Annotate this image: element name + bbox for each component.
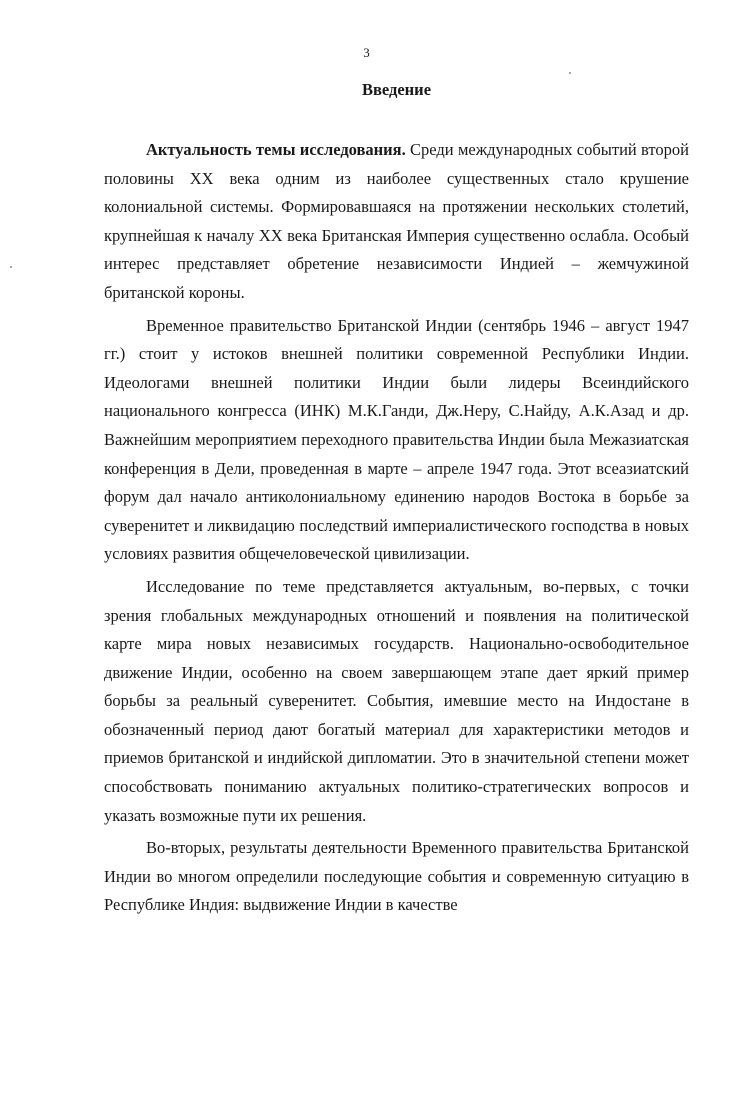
scan-speck (569, 72, 571, 74)
body-text (104, 136, 689, 924)
paragraph-relevance (104, 136, 689, 308)
page-number: 3 (363, 45, 370, 60)
paragraph-interim-government: Временное правительство Британской Индии (сентябрь 1946 – август 1947 гг.) стоит у истоков внешней политики современной Республики Индии. Идеологами внешней политики Индии были лидеры Всеиндийского национального конгресса (ИНК) М.К.Ганди, Дж.Неру, С.Найду, А.К.Азад и др. Важнейшим мероприятием переходного правительства Индии была Межазиатская конференция в Дели, проведенная в марте – апреле 1947 года. Этот всеазиатский форум дал начало антиколониальному единению народов Востока в борьбе за суверенитет и ликвидацию последствий империалистического господства в новых условиях развития общечеловеческой цивилизации. (104, 315, 689, 564)
paragraph-first-reason: Исследование по теме представляется актуальным, во-первых, с точки зрения глобальных международных отношений и появления на политической карте мира новых независимых государств. Национально-освободительное движение Индии, особенно на своем завершающем этапе дает яркий пример борьбы за реальный суверенитет. События, имевшие место на Индостане в обозначенный период дают богатый материал для характеристики методов и приемов британской и индийской дипломатии. Это в значительной степени может способствовать пониманию актуальных политико-стратегических вопросов и указать возможные пути их решения. (104, 576, 689, 825)
paragraph-second-reason: Во-вторых, результаты деятельности Временного правительства Британской Индии во многом определили последующие события и современную ситуацию в Республике Индия: выдвижение Индии в качестве (104, 838, 689, 915)
section-heading: Введение (361, 80, 432, 99)
paragraph-lead-bold: Актуальность темы исследования. (146, 140, 406, 159)
scan-speck (10, 266, 12, 268)
paragraph-text: Среди международных событий второй половины XX века одним из наиболее существенных стало крушение колониальной системы. Формировавшаяся на протяжении нескольких столетий, крупнейшая к началу XX века Британская Империя существенно ослабла. Особый интерес представляет обретение независимости Индией – жемчужиной британской короны. (104, 140, 689, 302)
